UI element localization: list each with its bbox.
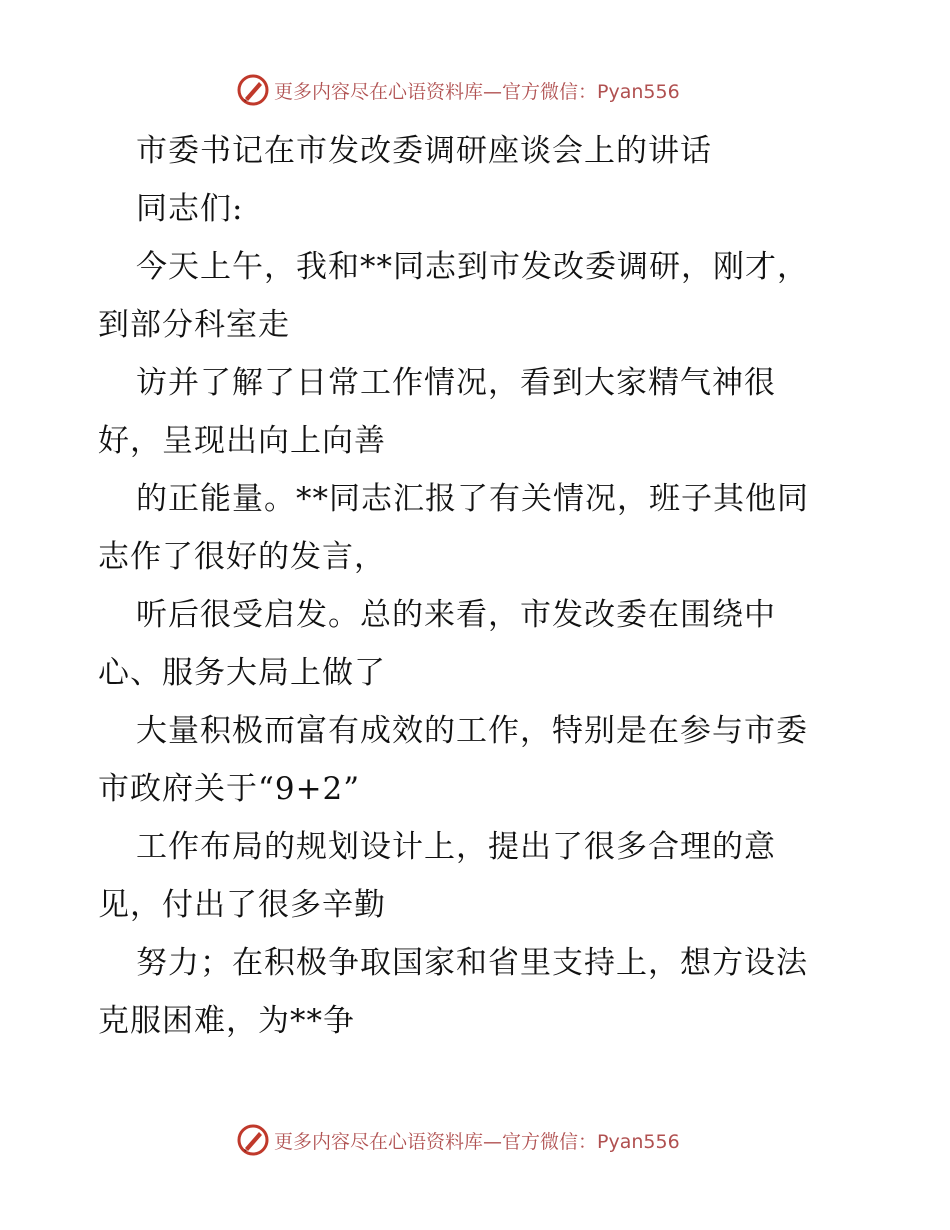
- paragraph-line: 大量积极而富有成效的工作，特别是在参与市委: [136, 713, 808, 749]
- header-banner-text: 更多内容尽在心语资料库—官方微信：Pyan556: [274, 80, 680, 103]
- document-title: 市委书记在市发改委调研座谈会上的讲话: [136, 133, 712, 169]
- salutation: 同志们:: [136, 191, 244, 227]
- pen-logo-icon: [236, 1123, 270, 1157]
- document-body: [98, 122, 858, 1050]
- footer-banner: [236, 1122, 680, 1158]
- paragraph-line: 努力；在积极争取国家和省里支持上，想方设法: [136, 945, 808, 981]
- footer-banner-text: 更多内容尽在心语资料库—官方微信：Pyan556: [274, 1130, 680, 1153]
- pen-logo-icon: [236, 73, 270, 107]
- header-banner: [236, 72, 680, 108]
- paragraph-line: 到部分科室走: [98, 307, 290, 343]
- paragraph-line: 工作布局的规划设计上，提出了很多合理的意: [136, 829, 776, 865]
- paragraph-line: 今天上午，我和**同志到市发改委调研，刚才，: [136, 249, 809, 285]
- paragraph-line: 的正能量。**同志汇报了有关情况，班子其他同: [136, 481, 809, 517]
- paragraph-line: 市政府关于“9+2”: [98, 771, 361, 807]
- paragraph-line: 克服困难，为**争: [98, 1003, 355, 1039]
- paragraph-line: 听后很受启发。总的来看，市发改委在围绕中: [136, 597, 776, 633]
- paragraph-line: 见，付出了很多辛勤: [98, 887, 386, 923]
- paragraph-line: 志作了很好的发言，: [98, 539, 386, 575]
- paragraph-line: 心、服务大局上做了: [98, 655, 386, 691]
- paragraph-line: 访并了解了日常工作情况，看到大家精气神很: [136, 365, 776, 401]
- paragraph-line: 好，呈现出向上向善: [98, 423, 386, 459]
